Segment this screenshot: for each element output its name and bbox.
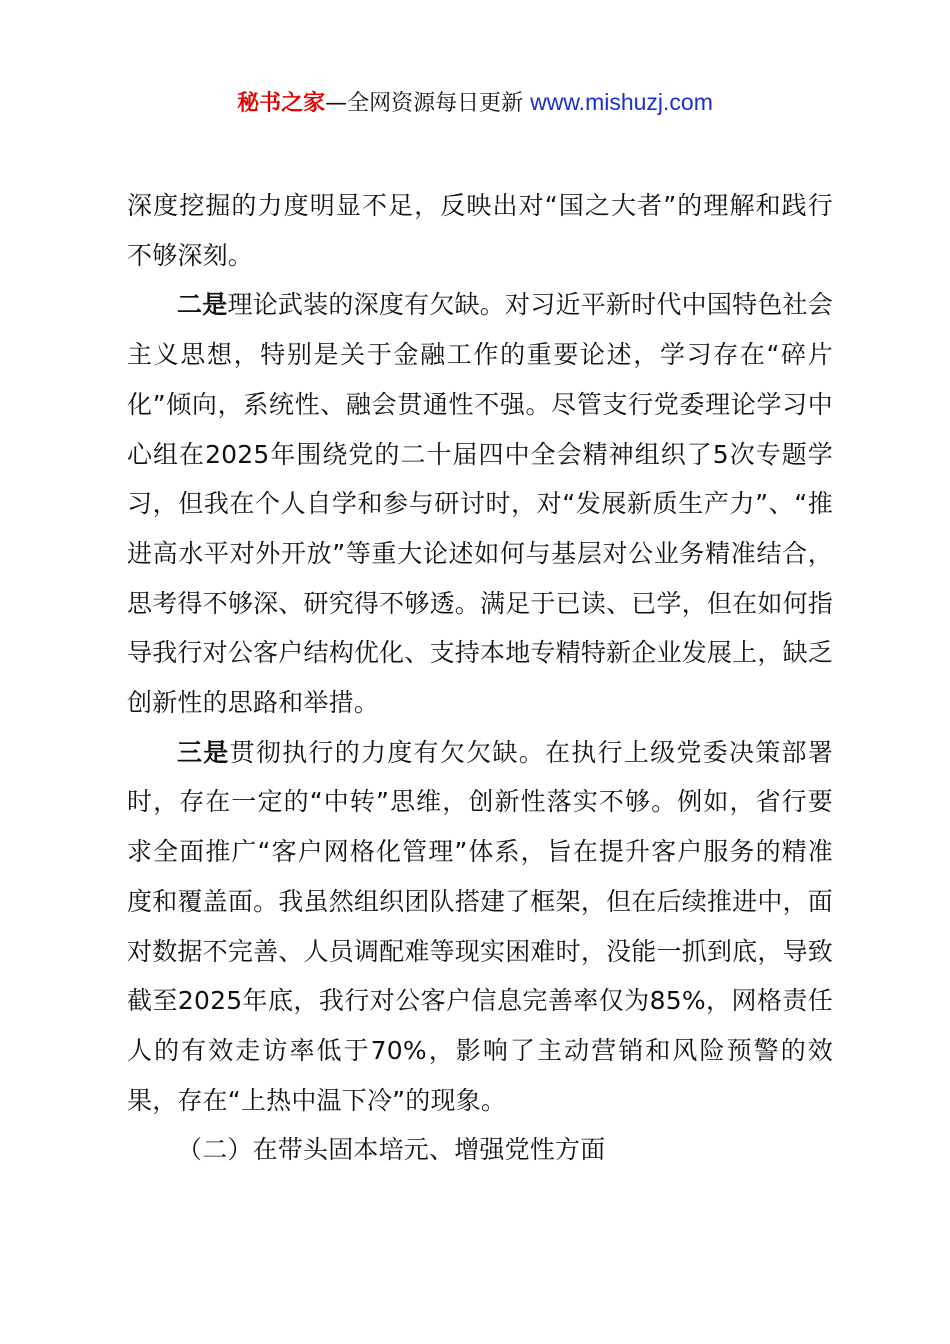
brand-name: 秘书之家 — [237, 91, 326, 116]
paragraph-third-point — [127, 728, 833, 1126]
site-header — [0, 86, 950, 120]
header-tagline: —全网资源每日更新 — [325, 91, 531, 116]
paragraph-continuation — [127, 181, 833, 280]
paragraph-text: 理论武装的深度有欠缺。对习近平新时代中国特色社会主义思想，特别是关于金融工作的重要论述，学习存在“碎片化”倾向，系统性、融会贯通性不强。尽管支行党委理论学习中心组在2025年围绕党的二十届四中全会精神组织了5次专题学习，但我在个人自学和参与研讨时，对“发展新质生产力”、“推进高水平对外开放”等重大论述如何与基层对公业务精准结合，思考得不够深、研究得不够透。满足于已读、已学，但在如何指导我行对公客户结构优化、支持本地专精特新企业发展上，缺乏创新性的思路和举措。 — [127, 290, 833, 718]
paragraph-second-point — [127, 280, 833, 727]
document-body — [127, 181, 833, 1175]
site-url[interactable]: www.mishuzj.com — [530, 89, 713, 115]
paragraph-text: （二）在带头固本培元、增强党性方面 — [177, 1135, 606, 1165]
paragraph-lead: 二是 — [177, 290, 228, 320]
paragraph-lead: 三是 — [177, 737, 230, 767]
section-heading — [127, 1125, 833, 1175]
paragraph-text: 贯彻执行的力度有欠欠缺。在执行上级党委决策部署时，存在一定的“中转”思维，创新性落实不够。例如，省行要求全面推广“客户网格化管理”体系，旨在提升客户服务的精准度和覆盖面。我虽然组织团队搭建了框架，但在后续推进中，面对数据不完善、人员调配难等现实困难时，没能一抓到底，导致截至2025年底，我行对公客户信息完善率仅为85%，网格责任人的有效走访率低于70%，影响了主动营销和风险预警的效果，存在“上热中温下冷”的现象。 — [127, 737, 833, 1115]
paragraph-text: 深度挖掘的力度明显不足，反映出对“国之大者”的理解和践行不够深刻。 — [127, 191, 833, 270]
